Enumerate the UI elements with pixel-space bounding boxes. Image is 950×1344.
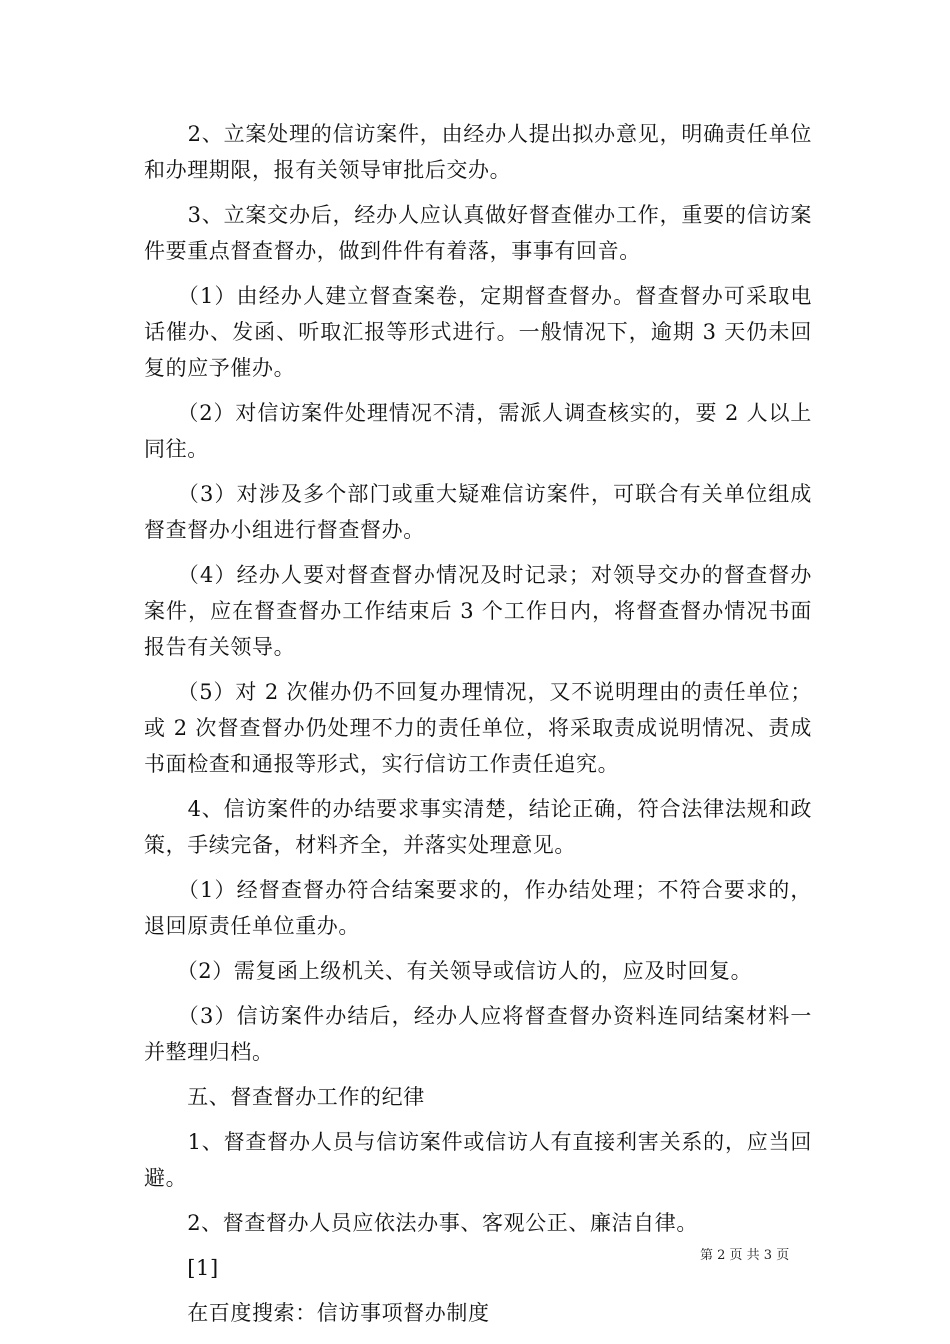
paragraph-5: （3）对涉及多个部门或重大疑难信访案件，可联合有关单位组成督查督办小组进行督查督办。 [144, 482, 812, 542]
page-number: 第 2 页 共 3 页 [700, 1248, 790, 1263]
document-body [144, 116, 812, 1340]
paragraph-8: 4、信访案件的办结要求事实清楚，结论正确，符合法律法规和政策，手续完备，材料齐全，并落实处理意见。 [144, 797, 812, 857]
paragraph-11: （3）信访案件办结后，经办人应将督查督办资料连同结案材料一并整理归档。 [144, 1004, 812, 1064]
section-heading: 五、督查督办工作的纪律 [144, 1085, 425, 1109]
paragraph-1: 2、立案处理的信访案件，由经办人提出拟办意见，明确责任单位和办理期限，报有关领导审批后交办。 [144, 122, 812, 182]
paragraph-7: （5）对 2 次催办仍不回复办理情况，又不说明理由的责任单位；或 2 次督查督办仍处理不力的责任单位，将采取责成说明情况、责成书面检查和通报等形式，实行信访工作责任追究。 [144, 680, 812, 776]
paragraph-10: （2）需复函上级机关、有关领导或信访人的，应及时回复。 [144, 959, 753, 983]
paragraph-2: 3、立案交办后，经办人应认真做好督查催办工作，重要的信访案件要重点督查督办，做到件件有着落，事事有回音。 [144, 203, 812, 263]
paragraph-13: 1、督查督办人员与信访案件或信访人有直接利害关系的，应当回避。 [144, 1130, 812, 1190]
paragraph-9: （1）经督查督办符合结案要求的，作办结处理；不符合要求的，退回原责任单位重办。 [144, 878, 812, 938]
paragraph-6: （4）经办人要对督查督办情况及时记录；对领导交办的督查督办案件，应在督查督办工作结束后 3 个工作日内，将督查督办情况书面报告有关领导。 [144, 563, 812, 659]
paragraph-14: 2、督查督办人员应依法办事、客观公正、廉洁自律。 [144, 1211, 698, 1235]
paragraph-4: （2）对信访案件处理情况不清，需派人调查核实的，要 2 人以上同往。 [144, 401, 812, 461]
citation-marker: [1] [144, 1256, 219, 1280]
paragraph-3: （1）由经办人建立督查案卷，定期督查督办。督查督办可采取电话催办、发函、听取汇报等形式进行。一般情况下，逾期 3 天仍未回复的应予催办。 [144, 284, 812, 380]
search-hint: 在百度搜索：信访事项督办制度 [144, 1301, 490, 1325]
